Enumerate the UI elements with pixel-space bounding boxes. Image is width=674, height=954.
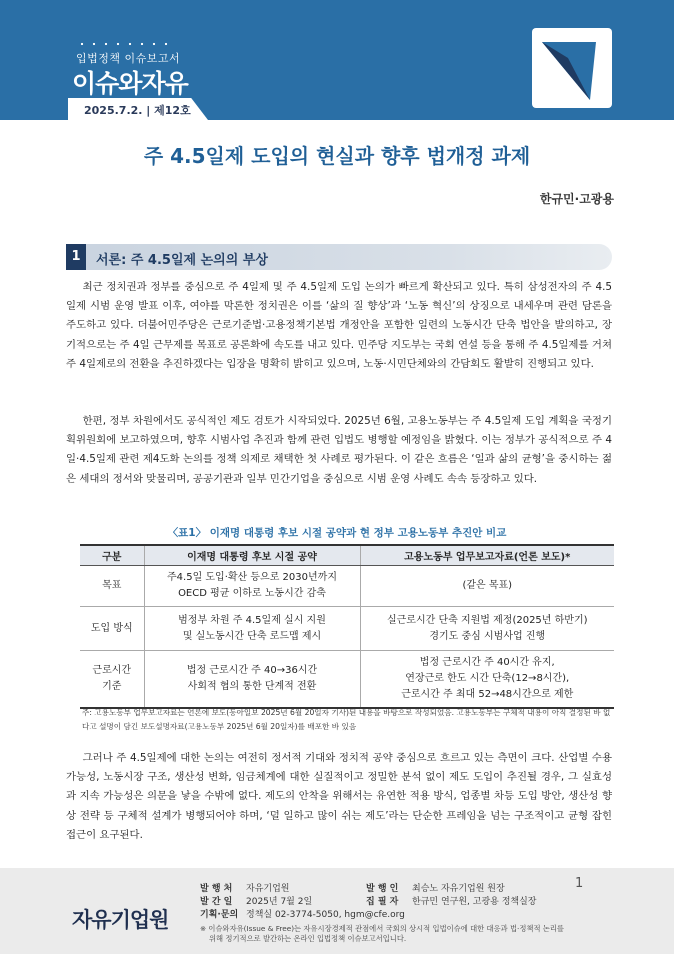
column-header: 구분 xyxy=(80,545,144,566)
table-cell-ministry: (같은 목표) xyxy=(360,566,614,607)
section-title: 서론: 주 4.5일제 논의의 부상 xyxy=(96,253,268,268)
column-header: 고용노동부 업무보고자료(언론 보도)* xyxy=(360,545,614,566)
paragraph-2 xyxy=(66,412,612,489)
series-label: 입법정책 이슈보고서 xyxy=(76,52,181,65)
publisher-label: 발 행 처 xyxy=(200,884,233,894)
footer-note-line: ※ 이슈와자유(Issue & Free)는 자유시장경제적 관점에서 국회의 상시적 입법이슈에 대한 대응과 법·정책적 논리를 xyxy=(200,924,564,933)
brand-name: 이슈와자유 xyxy=(72,69,188,98)
paragraph-text: 한편, 정부 차원에서도 공식적인 제도 검토가 시작되었다. 2025년 6월, 고용노동부는 주 4.5일제 도입 계획을 국정기획위원회에 보고하였으며, 향후 시범사업 추진과 함께 관련 입법도 병행할 예정임을 밝혔다. 이는 정부가 공식적으로 주 4일·4.5일제 관련 제4도화 논의를 정책 의제로 채택한 첫 사례로 평가된다. 이 같은 흐름은 ‘일과 삶의 균형’을 중시하는 젊은 세대의 정서와 맞물리며, 공공기관과 일부 민간기업을 중심으로 시범 운영 사례도 속속 등장하고 있다. xyxy=(66,415,612,485)
authors: 한규민·고광용 xyxy=(539,192,614,206)
writer-label: 집 필 자 xyxy=(366,897,399,907)
report-header xyxy=(0,0,674,120)
contact-label: 기획·문의 xyxy=(200,910,239,920)
issuer-value: 최승노 자유기업원 원장 xyxy=(412,884,505,894)
footer-note-line: 위해 정기적으로 발간하는 온라인 입법정책 이슈보고서입니다. xyxy=(209,934,407,943)
decorative-dots xyxy=(76,42,176,46)
table-caption: 〈표1〉 이재명 대통령 후보 시절 공약과 현 정부 고용노동부 추진안 비교 xyxy=(167,527,507,539)
table-cell-pledge: 법정 근로시간 주 40→36시간 사회적 협의 통한 단계적 전환 xyxy=(144,651,360,709)
paragraph-text: 최근 정치권과 정부를 중심으로 주 4일제 및 주 4.5일제 도입 논의가 빠르게 확산되고 있다. 특히 삼성전자의 주 4.5일제 시범 운영 발표 이후, 여야를 막론한 정치권은 이를 ‘삶의 질 향상’과 ‘노동 혁신’의 상징으로 내세우며 관련 담론을 주도하고 있다. 더불어민주당은 근로기준법·고용정책기본법 개정안을 포함한 일련의 노동시간 단축 법안을 발의하고, 장기적으로는 주 4일 근무제를 목표로 공론화에 속도를 내고 있다. 민주당 지도부는 국회 연설 등을 통해 주 4.5일제를 거쳐 주 4일제로의 전환을 추진하겠다는 입장을 명확히 밝히고 있으며, 노동·시민단체와의 간담회도 활발히 진행되고 있다. xyxy=(66,281,612,370)
issuer-label: 발 행 인 xyxy=(366,884,399,894)
comparison-table xyxy=(80,544,614,709)
document-title: 주 4.5일제 도입의 현실과 향후 법개정 과제 xyxy=(143,144,531,168)
table-row xyxy=(80,607,614,651)
footer-note xyxy=(200,924,620,944)
issue-info: 2025.7.2. | 제12호 xyxy=(84,104,191,117)
table-cell-pledge: 주4.5일 도입·확산 등으로 2030년까지 OECD 평균 이하로 노동시간 감축 xyxy=(144,566,360,607)
section-number: 1 xyxy=(66,244,86,270)
table-note: 주: 고용노동부 업무보고자료는 언론에 보도(동아일보 2025년 6월 20일자 기사)된 내용을 바탕으로 작성되었음. 고용노동부는 구체적 내용이 아직 결정된 바 없다고 설명이 담긴 보도설명자료(고용노동부 2025년 6월 20일자)를 배포한 바 있음 xyxy=(82,708,611,731)
contact-value: 정책실 02-3774-5050, hgm@cfe.org xyxy=(246,910,405,920)
table-cell-pledge: 범정부 차원 주 4.5일제 실시 지원 및 실노동시간 단축 로드맵 제시 xyxy=(144,607,360,651)
table-cell-category: 목표 xyxy=(80,566,144,607)
paragraph-3 xyxy=(66,749,612,845)
date-label: 발 간 일 xyxy=(200,897,233,907)
table-cell-category: 근로시간 기준 xyxy=(80,651,144,709)
page-number: 1 xyxy=(575,876,584,891)
table-cell-ministry: 법정 근로시간 주 40시간 유지, 연장근로 한도 시간 단축(12→8시간), 근로시간 주 최대 52→48시간으로 제한 xyxy=(360,651,614,709)
table-cell-category: 도입 방식 xyxy=(80,607,144,651)
table-row xyxy=(80,651,614,709)
footer-brand: 자유기업원 xyxy=(72,908,169,932)
date-value: 2025년 7월 2일 xyxy=(246,897,313,907)
writer-value: 한규민 연구원, 고광용 정책실장 xyxy=(412,897,537,907)
table-row xyxy=(80,566,614,607)
paragraph-1 xyxy=(66,278,612,374)
publisher-value: 자유기업원 xyxy=(246,884,290,894)
table-header-row xyxy=(80,545,614,566)
column-header: 이재명 대통령 후보 시절 공약 xyxy=(144,545,360,566)
paragraph-text: 그러나 주 4.5일제에 대한 논의는 여전히 정서적 기대와 정치적 공약 중심으로 흐르고 있는 측면이 크다. 산업별 수용 가능성, 노동시장 구조, 생산성 변화, 임금체계에 대한 실질적이고 정밀한 분석 없이 제도 도입이 추진될 경우, 그 실효성과 지속 가능성은 의문을 낳을 수밖에 없다. 제도의 안착을 위해서는 유연한 적용 방식, 업종별 차등 도입 방안, 생산성 향상 전략 등 구체적 설계가 병행되어야 하며, ‘덜 일하고 많이 쉬는 제도’라는 단순한 프레임을 넘는 구조적이고 균형 잡힌 접근이 요구된다. xyxy=(66,752,612,841)
table-cell-ministry: 실근로시간 단축 지원법 제정(2025년 하반기) 경기도 중심 시범사업 진행 xyxy=(360,607,614,651)
logo-icon xyxy=(532,28,612,108)
